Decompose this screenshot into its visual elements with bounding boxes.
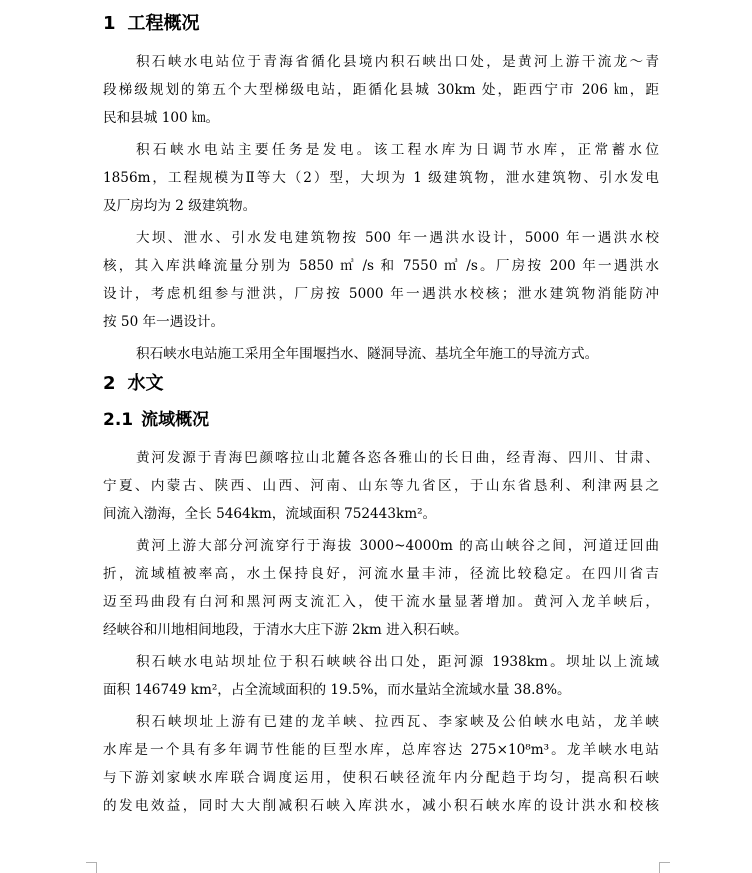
text-line: 积石峡水电站坝址位于积石峡峡谷出口处，距河源 1938km。坝址以上流域 xyxy=(136,654,659,670)
text-line: 黄河发源于青海巴颜喀拉山北麓各恣各雅山的长日曲，经青海、四川、甘肃、 xyxy=(136,450,659,466)
text-line: 设计，考虑机组参与泄洪，厂房按 5000 年一遇洪水校核；泄水建筑物消能防冲 xyxy=(103,286,659,302)
text-line: 迈至玛曲段有白河和黑河两支流汇入，使干流水量显著增加。黄河入龙羊峡后， xyxy=(103,594,659,610)
section-2-title: 水文 xyxy=(127,373,164,394)
page-margin-corner-mark xyxy=(659,862,670,873)
section-2-heading xyxy=(103,372,659,408)
text-line: 核，其入库洪峰流量分别为 5850 ㎥ /s 和 7550 ㎥ /s。厂房按 200 年一遇洪水 xyxy=(103,258,659,274)
section-1-title: 工程概况 xyxy=(127,13,200,34)
paragraph xyxy=(103,48,659,132)
text-line: 间流入渤海，全长 5464km，流域面积 752443km²。 xyxy=(103,506,437,522)
page-margin-corner-mark xyxy=(86,862,97,873)
section-2-number: 2 xyxy=(103,373,116,394)
text-line: 的发电效益，同时大大削减积石峡入库洪水，减小积石峡水库的设计洪水和校核 xyxy=(103,798,659,814)
text-line: 及厂房均为 2 级建筑物。 xyxy=(103,198,257,214)
text-line: 民和县城 100 ㎞。 xyxy=(103,110,220,126)
paragraph xyxy=(103,532,659,644)
section-2-1-title: 流域概况 xyxy=(141,410,210,430)
paragraph xyxy=(103,136,659,220)
document-body xyxy=(103,12,659,824)
section-2-1-number: 2.1 xyxy=(103,410,134,430)
paragraph xyxy=(103,224,659,336)
text-line: 积石峡水电站主要任务是发电。该工程水库为日调节水库，正常蓄水位 xyxy=(136,142,659,158)
paragraph xyxy=(103,444,659,528)
text-line: 宁夏、内蒙古、陕西、山西、河南、山东等九省区，于山东省恳利、利津两县之 xyxy=(103,478,659,494)
text-line: 折，流域植被率高，水土保持良好，河流水量丰沛，径流比较稳定。在四川省吉 xyxy=(103,566,659,582)
text-line: 大坝、泄水、引水发电建筑物按 500 年一遇洪水设计，5000 年一遇洪水校 xyxy=(136,230,659,246)
text-line: 面积 146749 km²，占全流域面积的 19.5%，而水量站全流域水量 38.8%。 xyxy=(103,682,571,698)
text-line: 水库是一个具有多年调节性能的巨型水库，总库容达 275×10⁸m³。龙羊峡水电站 xyxy=(103,742,659,758)
paragraph xyxy=(103,340,659,368)
text-line: 按 50 年一遇设计。 xyxy=(103,314,225,330)
text-line: 段梯级规划的第五个大型梯级电站，距循化县城 30km 处，距西宁市 206 ㎞，距 xyxy=(103,82,659,98)
text-line: 1856m，工程规模为Ⅱ等大（2）型，大坝为 1 级建筑物，泄水建筑物、引水发电 xyxy=(103,170,659,186)
text-line: 经峡谷和川地相间地段，于清水大庄下游 2km 进入积石峡。 xyxy=(103,622,468,638)
section-1-number: 1 xyxy=(103,13,116,34)
text-line: 积石峡坝址上游有已建的龙羊峡、拉西瓦、李家峡及公伯峡水电站，龙羊峡 xyxy=(136,714,659,730)
paragraph xyxy=(103,708,659,820)
section-2-1-heading xyxy=(103,408,659,444)
text-line: 积石峡水电站施工采用全年围堰挡水、隧洞导流、基坑全年施工的导流方式。 xyxy=(136,346,599,362)
text-line: 积石峡水电站位于青海省循化县境内积石峡出口处，是黄河上游干流龙～青 xyxy=(136,54,659,70)
section-1-heading xyxy=(103,12,659,48)
paragraph xyxy=(103,648,659,704)
text-line: 与下游刘家峡水库联合调度运用，使积石峡径流年内分配趋于均匀，提高积石峡 xyxy=(103,770,659,786)
text-line: 黄河上游大部分河流穿行于海拔 3000~4000m 的高山峡谷之间，河道迂回曲 xyxy=(136,538,659,554)
